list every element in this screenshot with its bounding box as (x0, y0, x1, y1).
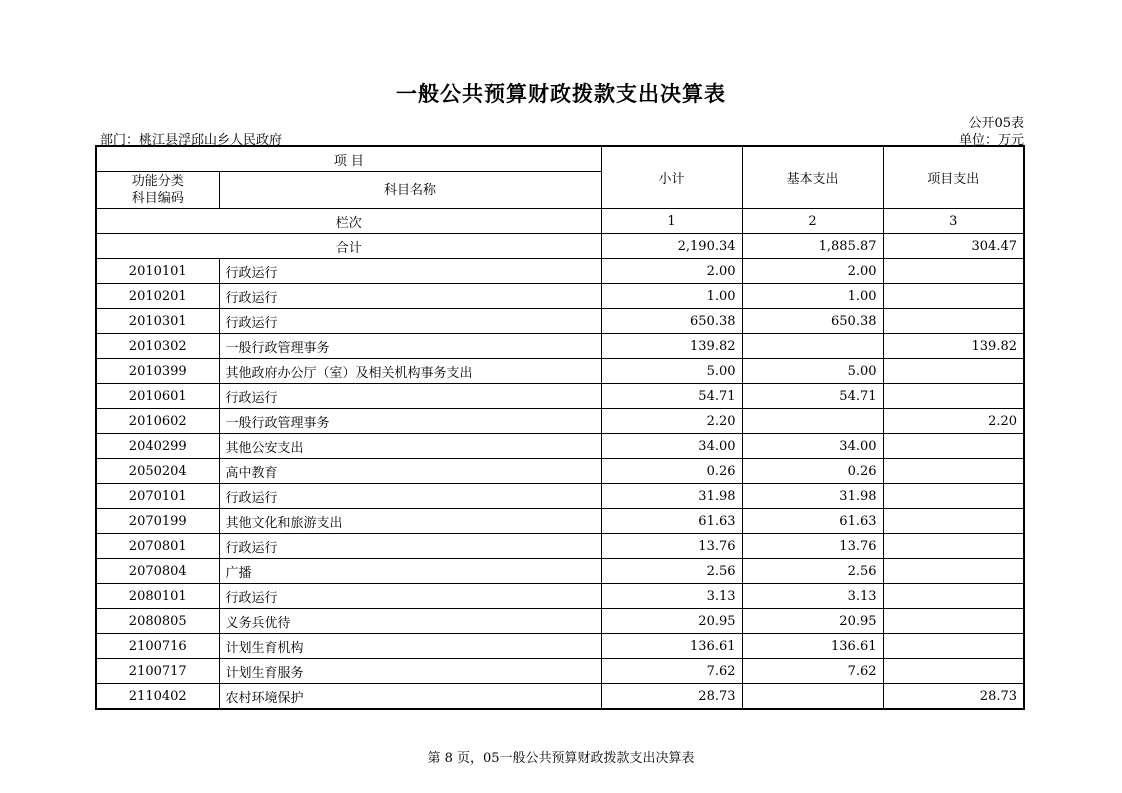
cell-project (883, 584, 1024, 609)
cell-func-code: 2010601 (96, 384, 219, 409)
column-index-3: 3 (883, 209, 1024, 234)
cell-func-code: 2040299 (96, 434, 219, 459)
table-row (96, 609, 1024, 634)
cell-func-code: 2070101 (96, 484, 219, 509)
cell-project (883, 359, 1024, 384)
column-index-2: 2 (742, 209, 883, 234)
cell-func-code: 2010399 (96, 359, 219, 384)
total-basic: 1,885.87 (742, 234, 883, 259)
cell-subject-name: 行政运行 (219, 309, 601, 334)
cell-subtotal: 31.98 (601, 484, 742, 509)
table-row (96, 434, 1024, 459)
cell-subtotal: 5.00 (601, 359, 742, 384)
cell-project: 28.73 (883, 684, 1024, 710)
cell-basic (742, 409, 883, 434)
cell-basic: 136.61 (742, 634, 883, 659)
cell-subject-name: 高中教育 (219, 459, 601, 484)
cell-subtotal: 650.38 (601, 309, 742, 334)
table-row (96, 559, 1024, 584)
cell-subtotal: 0.26 (601, 459, 742, 484)
cell-project (883, 559, 1024, 584)
table-row (96, 409, 1024, 434)
column-label: 栏次 (96, 209, 601, 234)
cell-subject-name: 义务兵优待 (219, 609, 601, 634)
cell-subtotal: 139.82 (601, 334, 742, 359)
cell-project (883, 484, 1024, 509)
cell-basic (742, 334, 883, 359)
header-subtotal: 小计 (601, 146, 742, 209)
cell-subject-name: 行政运行 (219, 259, 601, 284)
cell-basic: 0.26 (742, 459, 883, 484)
cell-func-code: 2100716 (96, 634, 219, 659)
total-label: 合计 (96, 234, 601, 259)
cell-func-code: 2010101 (96, 259, 219, 284)
cell-project (883, 634, 1024, 659)
cell-func-code: 2010301 (96, 309, 219, 334)
table-row (96, 484, 1024, 509)
cell-subject-name: 行政运行 (219, 584, 601, 609)
cell-basic: 54.71 (742, 384, 883, 409)
cell-project (883, 459, 1024, 484)
cell-project (883, 384, 1024, 409)
cell-func-code: 2010602 (96, 409, 219, 434)
column-index-1: 1 (601, 209, 742, 234)
cell-subtotal: 13.76 (601, 534, 742, 559)
total-project: 304.47 (883, 234, 1024, 259)
cell-func-code: 2010201 (96, 284, 219, 309)
cell-basic: 7.62 (742, 659, 883, 684)
cell-basic: 34.00 (742, 434, 883, 459)
cell-subject-name: 行政运行 (219, 284, 601, 309)
cell-subtotal: 34.00 (601, 434, 742, 459)
cell-func-code: 2050204 (96, 459, 219, 484)
cell-func-code: 2070199 (96, 509, 219, 534)
total-subtotal: 2,190.34 (601, 234, 742, 259)
cell-project: 139.82 (883, 334, 1024, 359)
table-row (96, 359, 1024, 384)
table-row (96, 259, 1024, 284)
cell-basic: 61.63 (742, 509, 883, 534)
department-label: 部门：桃江县浮邱山乡人民政府 (100, 133, 283, 148)
cell-project (883, 609, 1024, 634)
cell-subject-name: 广播 (219, 559, 601, 584)
table-row (96, 659, 1024, 684)
table-row (96, 584, 1024, 609)
cell-subject-name: 计划生育机构 (219, 634, 601, 659)
cell-subject-name: 行政运行 (219, 484, 601, 509)
page-title: 一般公共预算财政拨款支出决算表 (396, 81, 726, 106)
cell-subtotal: 2.20 (601, 409, 742, 434)
table-row (96, 509, 1024, 534)
cell-subject-name: 其他公安支出 (219, 434, 601, 459)
cell-subtotal: 136.61 (601, 634, 742, 659)
cell-basic: 5.00 (742, 359, 883, 384)
header-subject-name: 科目名称 (219, 172, 601, 209)
cell-subtotal: 3.13 (601, 584, 742, 609)
cell-subject-name: 农村环境保护 (219, 684, 601, 710)
cell-subtotal: 54.71 (601, 384, 742, 409)
cell-func-code: 2080805 (96, 609, 219, 634)
table-row (96, 459, 1024, 484)
cell-subject-name: 一般行政管理事务 (219, 334, 601, 359)
cell-subject-name: 其他政府办公厅（室）及相关机构事务支出 (219, 359, 601, 384)
cell-basic: 650.38 (742, 309, 883, 334)
cell-project (883, 434, 1024, 459)
header-project: 项目支出 (883, 146, 1024, 209)
cell-project: 2.20 (883, 409, 1024, 434)
table-row (96, 309, 1024, 334)
cell-func-code: 2070801 (96, 534, 219, 559)
cell-project (883, 534, 1024, 559)
cell-subtotal: 1.00 (601, 284, 742, 309)
cell-func-code: 2110402 (96, 684, 219, 710)
cell-project (883, 259, 1024, 284)
table-row (96, 334, 1024, 359)
cell-subject-name: 行政运行 (219, 384, 601, 409)
cell-basic: 3.13 (742, 584, 883, 609)
cell-basic: 20.95 (742, 609, 883, 634)
cell-basic: 13.76 (742, 534, 883, 559)
header-func-code: 功能分类 科目编码 (96, 172, 219, 209)
cell-subject-name: 行政运行 (219, 534, 601, 559)
cell-subject-name: 其他文化和旅游支出 (219, 509, 601, 534)
table-row (96, 284, 1024, 309)
cell-project (883, 284, 1024, 309)
table-row (96, 634, 1024, 659)
cell-basic (742, 684, 883, 710)
cell-subject-name: 计划生育服务 (219, 659, 601, 684)
cell-subtotal: 7.62 (601, 659, 742, 684)
cell-subtotal: 61.63 (601, 509, 742, 534)
cell-basic: 2.56 (742, 559, 883, 584)
table-row (96, 384, 1024, 409)
cell-project (883, 659, 1024, 684)
table-row (96, 684, 1024, 710)
cell-subtotal: 20.95 (601, 609, 742, 634)
form-code: 公开05表 (968, 116, 1024, 131)
cell-project (883, 309, 1024, 334)
table-row (96, 534, 1024, 559)
cell-func-code: 2010302 (96, 334, 219, 359)
cell-subtotal: 28.73 (601, 684, 742, 710)
cell-func-code: 2070804 (96, 559, 219, 584)
cell-func-code: 2100717 (96, 659, 219, 684)
cell-subject-name: 一般行政管理事务 (219, 409, 601, 434)
cell-subtotal: 2.56 (601, 559, 742, 584)
cell-func-code: 2080101 (96, 584, 219, 609)
page-footer: 第 8 页，05一般公共预算财政拨款支出决算表 (427, 751, 695, 766)
cell-project (883, 509, 1024, 534)
cell-subtotal: 2.00 (601, 259, 742, 284)
header-item: 项 目 (96, 146, 601, 172)
cell-basic: 1.00 (742, 284, 883, 309)
expenditure-table (95, 145, 1025, 710)
unit-label: 单位：万元 (958, 133, 1024, 148)
cell-basic: 2.00 (742, 259, 883, 284)
cell-basic: 31.98 (742, 484, 883, 509)
header-basic: 基本支出 (742, 146, 883, 209)
